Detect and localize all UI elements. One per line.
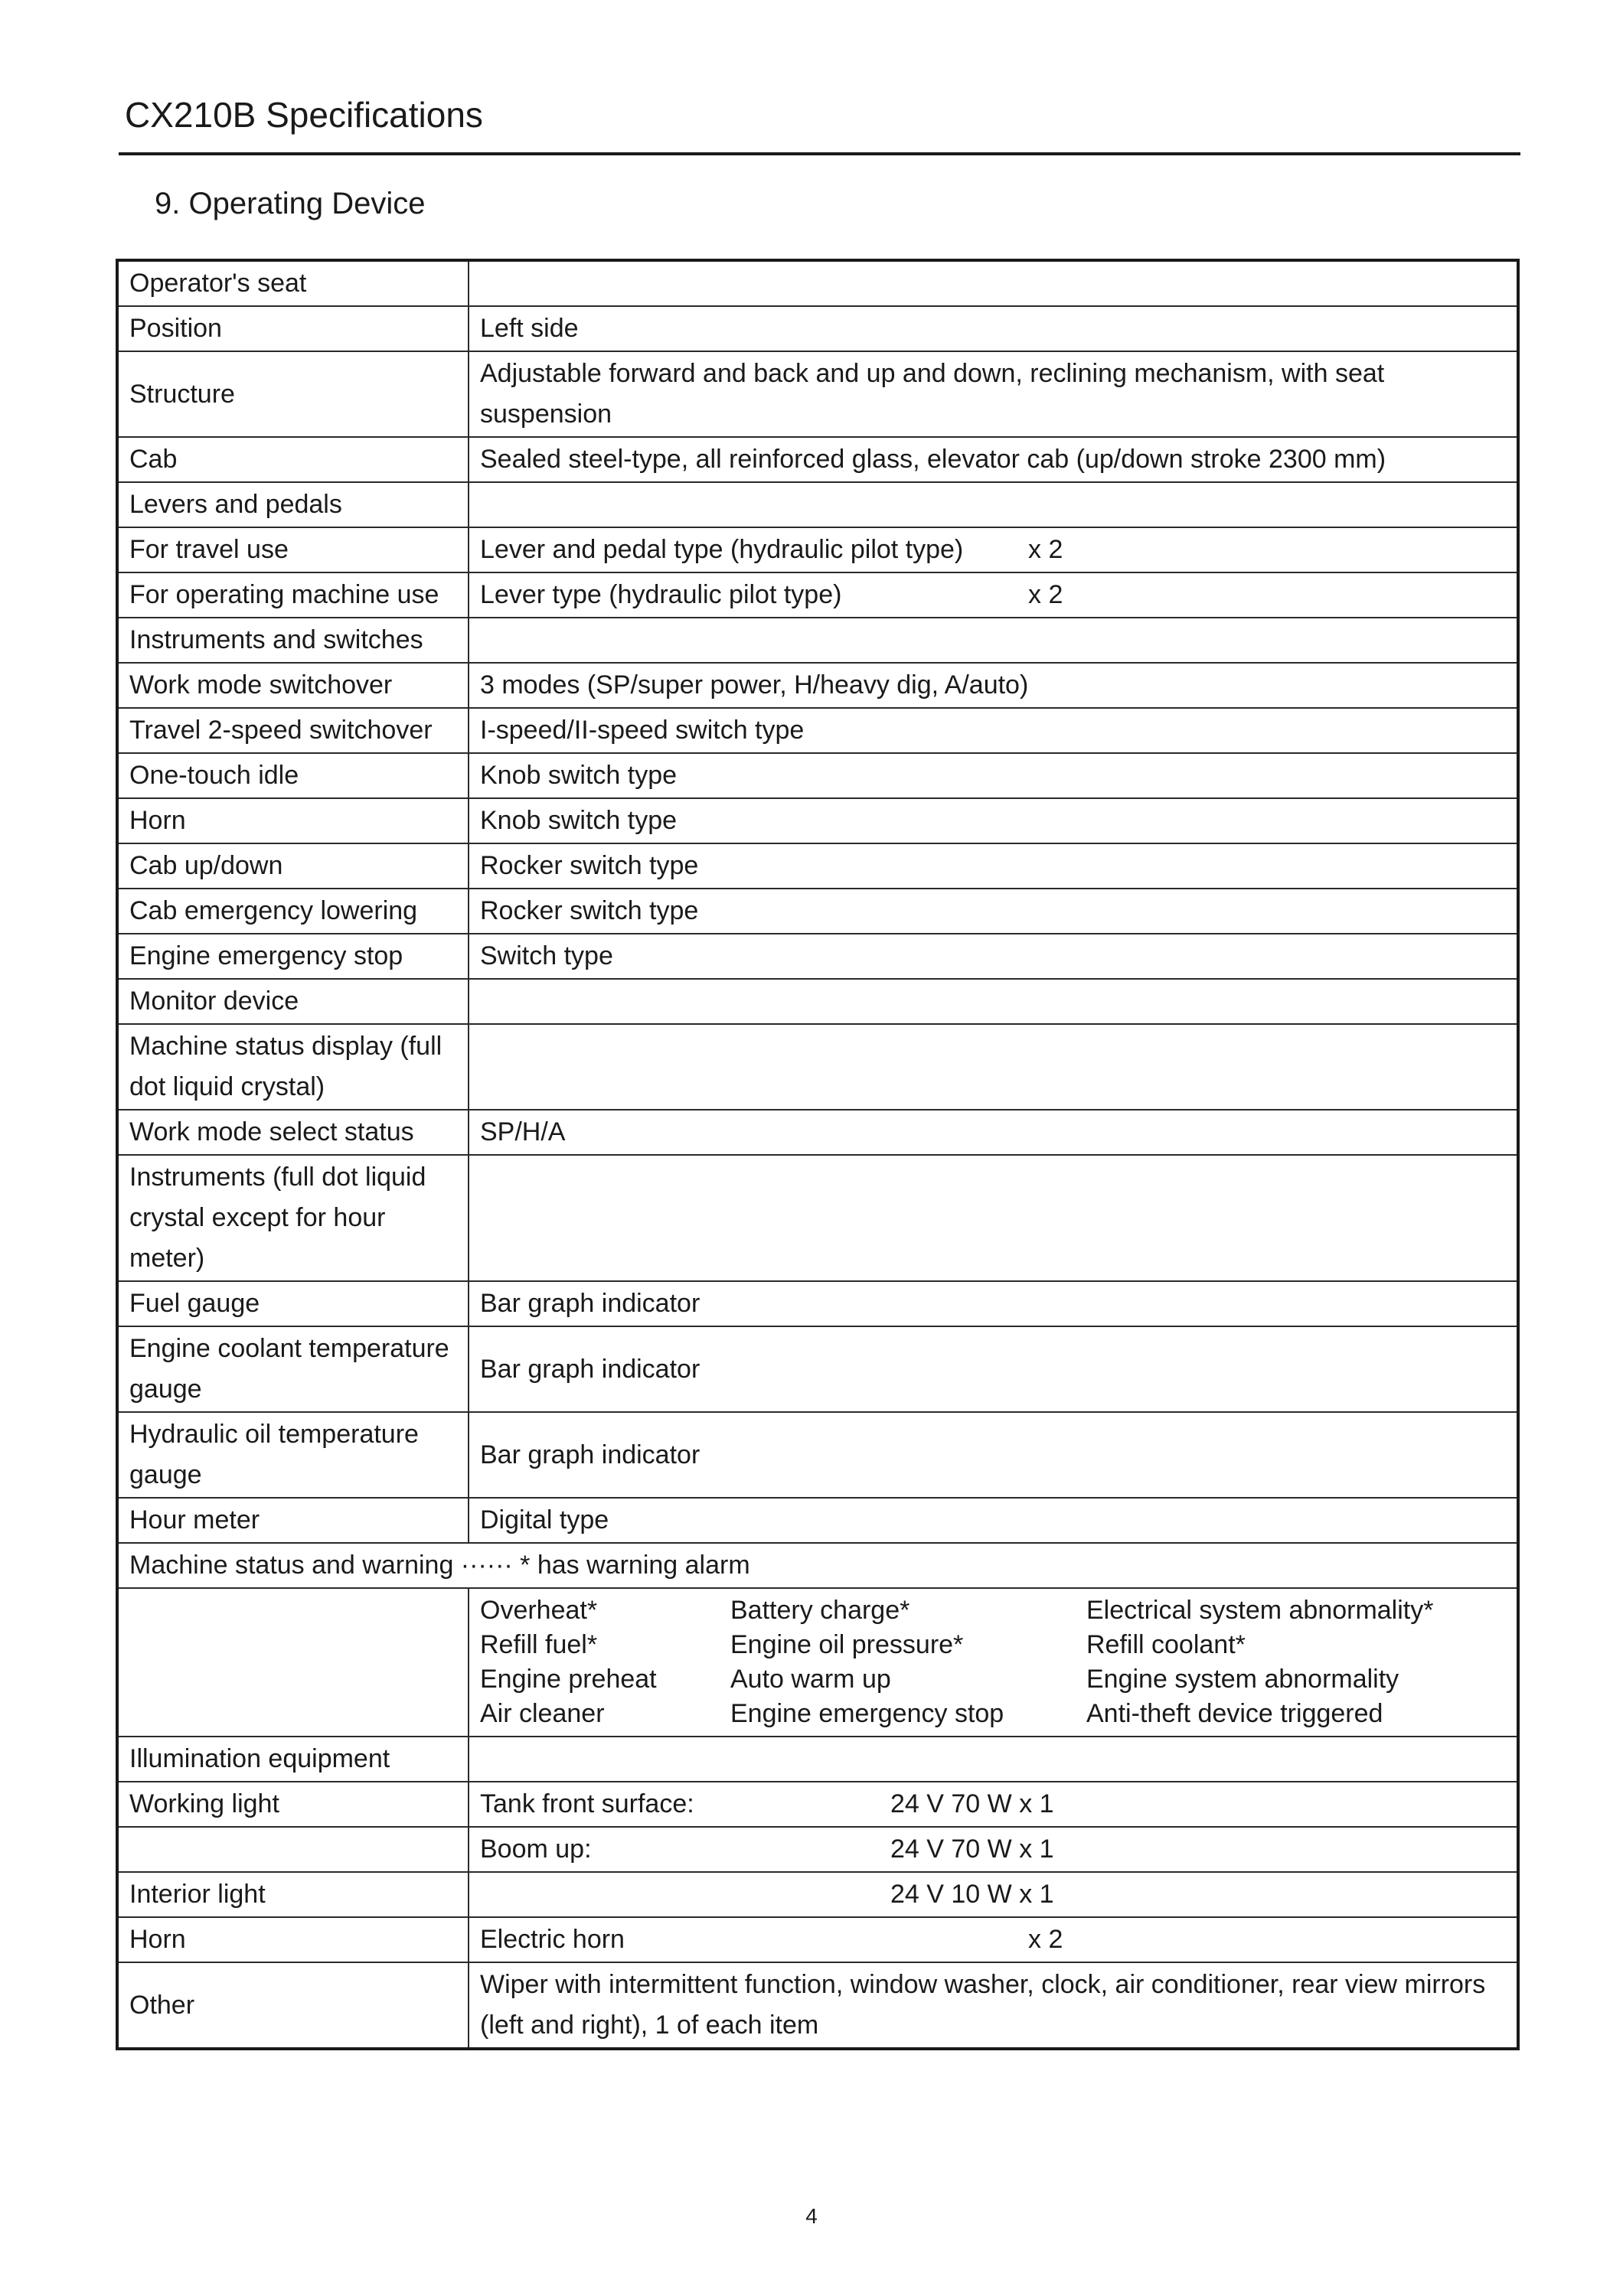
table-row [117, 1024, 1518, 1110]
row-value [469, 260, 1518, 306]
row-label: Cab up/down [117, 843, 469, 889]
row-label: Horn [117, 1917, 469, 1962]
row-label: Levers and pedals [117, 482, 469, 527]
row-value: Bar graph indicator [469, 1326, 1518, 1412]
row-value [469, 1155, 1518, 1281]
row-value [469, 1024, 1518, 1110]
row-value: SP/H/A [469, 1110, 1518, 1155]
row-value [469, 618, 1518, 663]
value-text: Tank front surface: [480, 1789, 694, 1818]
row-label: Work mode switchover [117, 663, 469, 708]
quantity-text: x 2 [1028, 1925, 1063, 1954]
table-row [117, 260, 1518, 306]
warning-item: Refill coolant* [1086, 1630, 1246, 1659]
row-value: Digital type [469, 1498, 1518, 1543]
row-label [117, 1827, 469, 1872]
warning-item: Overheat* [480, 1596, 598, 1625]
value-text: Lever and pedal type (hydraulic pilot type) [480, 535, 964, 564]
row-value [469, 527, 1518, 572]
table-row [117, 1498, 1518, 1543]
row-label: Cab emergency lowering [117, 889, 469, 934]
table-row [117, 1782, 1518, 1827]
row-value: Adjustable forward and back and up and down, reclining mechanism, with seat suspension [469, 351, 1518, 437]
row-label: Hydraulic oil temperature gauge [117, 1412, 469, 1498]
row-label: Fuel gauge [117, 1281, 469, 1326]
row-label: Hour meter [117, 1498, 469, 1543]
row-value [469, 1872, 1518, 1917]
row-label: Operator's seat [117, 260, 469, 306]
row-label: Instruments (full dot liquid crystal except for hour meter) [117, 1155, 469, 1281]
spec-table [116, 259, 1520, 2050]
row-label: Interior light [117, 1872, 469, 1917]
spec-text: 24 V 70 W x 1 [890, 1835, 1054, 1864]
table-row [117, 1110, 1518, 1155]
table-row [117, 1827, 1518, 1872]
row-value: 3 modes (SP/super power, H/heavy dig, A/auto) [469, 663, 1518, 708]
row-label: Work mode select status [117, 1110, 469, 1155]
page-number: 4 [805, 2204, 818, 2228]
warning-item: Engine preheat [480, 1665, 657, 1694]
table-row [117, 618, 1518, 663]
warning-item: Air cleaner [480, 1699, 605, 1728]
row-value [469, 1782, 1518, 1827]
row-label: Cab [117, 437, 469, 482]
row-label: Position [117, 306, 469, 351]
row-value: Knob switch type [469, 798, 1518, 843]
row-value [469, 1917, 1518, 1962]
quantity-text: x 2 [1028, 535, 1063, 564]
title-rule [119, 152, 1520, 155]
table-row [117, 437, 1518, 482]
table-row [117, 527, 1518, 572]
table-row [117, 753, 1518, 798]
row-value: Switch type [469, 934, 1518, 979]
warning-item: Auto warm up [730, 1665, 891, 1694]
table-row [117, 889, 1518, 934]
row-value: I-speed/II-speed switch type [469, 708, 1518, 753]
table-row [117, 1412, 1518, 1498]
warning-item: Refill fuel* [480, 1630, 598, 1659]
warning-list [469, 1588, 1518, 1737]
row-value: Rocker switch type [469, 843, 1518, 889]
row-value [469, 572, 1518, 618]
row-value: Sealed steel-type, all reinforced glass, elevator cab (up/down stroke 2300 mm) [469, 437, 1518, 482]
table-row [117, 708, 1518, 753]
row-label: Structure [117, 351, 469, 437]
table-row [117, 1543, 1518, 1588]
row-value: Bar graph indicator [469, 1281, 1518, 1326]
table-row [117, 934, 1518, 979]
table-row [117, 572, 1518, 618]
row-label: Travel 2-speed switchover [117, 708, 469, 753]
row-label: For travel use [117, 527, 469, 572]
warning-item: Anti-theft device triggered [1086, 1699, 1383, 1728]
row-label: Instruments and switches [117, 618, 469, 663]
table-row [117, 979, 1518, 1024]
row-label: Other [117, 1962, 469, 2049]
value-text: Electric horn [480, 1925, 625, 1954]
table-row [117, 663, 1518, 708]
row-value: Rocker switch type [469, 889, 1518, 934]
warning-item: Engine system abnormality [1086, 1665, 1399, 1694]
row-label: One-touch idle [117, 753, 469, 798]
table-row [117, 482, 1518, 527]
value-text [480, 1874, 890, 1915]
row-value [469, 979, 1518, 1024]
row-label: Machine status display (full dot liquid crystal) [117, 1024, 469, 1110]
row-label: Working light [117, 1782, 469, 1827]
spec-text: 24 V 10 W x 1 [890, 1880, 1054, 1909]
quantity-text: x 2 [1028, 580, 1063, 609]
warning-item: Battery charge* [730, 1596, 910, 1625]
row-value: Bar graph indicator [469, 1412, 1518, 1498]
table-row [117, 1326, 1518, 1412]
row-label: Machine status and warning ······ * has warning alarm [117, 1543, 1518, 1588]
value-text: Boom up: [480, 1835, 592, 1864]
table-row [117, 843, 1518, 889]
row-label: Monitor device [117, 979, 469, 1024]
table-row [117, 1872, 1518, 1917]
table-row [117, 1917, 1518, 1962]
warning-item: Engine oil pressure* [730, 1630, 964, 1659]
table-row [117, 306, 1518, 351]
row-label: Engine emergency stop [117, 934, 469, 979]
table-row [117, 351, 1518, 437]
document-title: CX210B Specifications [125, 95, 483, 135]
table-row [117, 1281, 1518, 1326]
row-value: Wiper with intermittent function, window washer, clock, air conditioner, rear view mirrors (left and right), 1 of each item [469, 1962, 1518, 2049]
table-row [117, 798, 1518, 843]
value-text: Lever type (hydraulic pilot type) [480, 580, 842, 609]
table-row [117, 1155, 1518, 1281]
row-label: Engine coolant temperature gauge [117, 1326, 469, 1412]
table-row [117, 1588, 1518, 1737]
row-value [469, 1737, 1518, 1782]
spec-text: 24 V 70 W x 1 [890, 1789, 1054, 1818]
row-label: For operating machine use [117, 572, 469, 618]
row-value [469, 1827, 1518, 1872]
row-label [117, 1588, 469, 1737]
row-value [469, 482, 1518, 527]
table-row [117, 1962, 1518, 2049]
table-row [117, 1737, 1518, 1782]
row-label: Illumination equipment [117, 1737, 469, 1782]
warning-item: Engine emergency stop [730, 1699, 1004, 1728]
row-value: Left side [469, 306, 1518, 351]
row-value: Knob switch type [469, 753, 1518, 798]
row-label: Horn [117, 798, 469, 843]
section-heading: 9. Operating Device [155, 187, 426, 220]
warning-item: Electrical system abnormality* [1086, 1596, 1434, 1625]
